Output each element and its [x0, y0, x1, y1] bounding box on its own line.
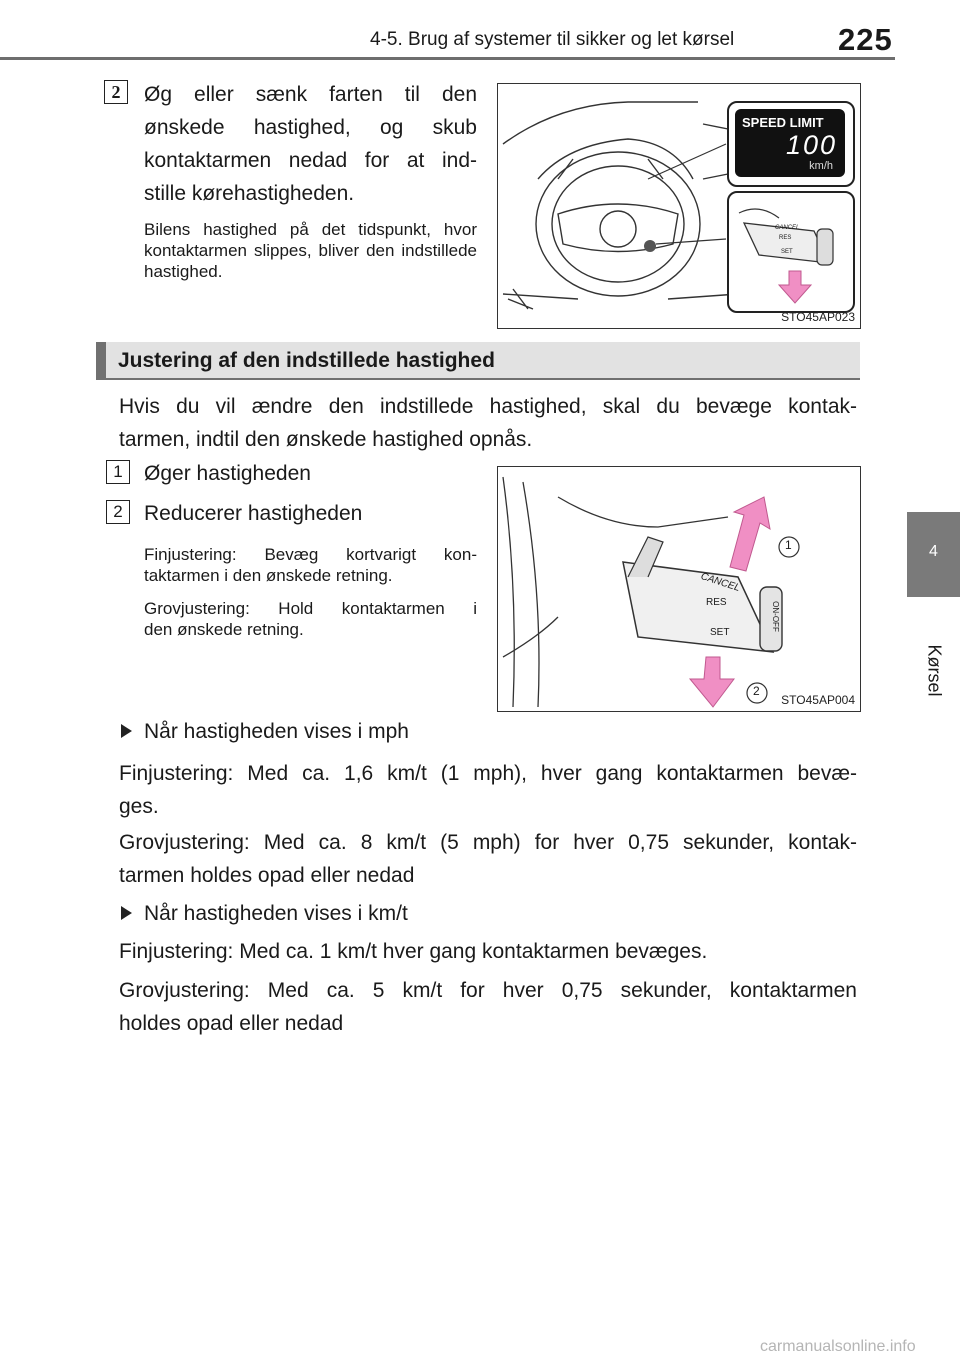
step-badge-2: 2: [104, 80, 128, 104]
figure-speed-limit: [497, 83, 861, 329]
triangle-bullet-icon: [121, 906, 132, 920]
kmh-coarse-adjust: Grovjustering: Med ca. 5 km/t for hver 0,75 sekunder, kontaktarmen holdes opad eller nedad: [119, 979, 857, 1035]
item-decrease-speed: Reducerer hastigheden: [144, 502, 363, 525]
callout-2: 2: [753, 684, 760, 698]
mph-heading: Når hastigheden vises i mph: [144, 720, 409, 743]
note-coarse-adjust: Grovjustering: Hold kontaktarmen i den ønskede retning.: [144, 599, 477, 639]
lever1-set: SET: [781, 249, 793, 255]
item-badge-1: 1: [106, 460, 130, 484]
mph-fine-adjust: Finjustering: Med ca. 1,6 km/t (1 mph), hver gang kontaktarmen bevæ- ges.: [119, 762, 857, 818]
chapter-label: Kørsel: [924, 644, 945, 697]
step2-instruction: Øg eller sænk farten til den ønskede hastighed, og skub kontaktarmen nedad for at ind- stille kørehastigheden.: [144, 83, 477, 205]
chapter-tab[interactable]: [907, 512, 960, 597]
lever-callout: [727, 191, 855, 313]
note-fine-adjust: Finjustering: Bevæg kortvarigt kon- taktarmen i den ønskede retning.: [144, 545, 477, 585]
speed-limit-display: [735, 109, 845, 177]
chapter-number: 4: [929, 543, 938, 560]
lever2-onoff: ON-OFF: [770, 601, 780, 632]
triangle-bullet-icon: [121, 724, 132, 738]
header-rule: [0, 57, 895, 60]
section-heading: Justering af den indstillede hastighed: [96, 342, 860, 380]
display-unit: km/h: [809, 160, 833, 172]
lever2-cancel: CANCEL: [699, 570, 742, 595]
kmh-fine-adjust: Finjustering: Med ca. 1 km/t hver gang kontaktarmen bevæges.: [119, 940, 708, 963]
item-badge-2: 2: [106, 500, 130, 524]
lever2-set: SET: [710, 627, 730, 638]
mph-coarse-adjust: Grovjustering: Med ca. 8 km/t (5 mph) for hver 0,75 sekunder, kontak- tarmen holdes opad eller nedad: [119, 831, 857, 887]
intro-paragraph: Hvis du vil ændre den indstillede hastighed, skal du bevæge kontak- tarmen, indtil den ønskede hastighed opnås.: [119, 395, 857, 451]
lever1-cancel: CANCEL: [775, 225, 800, 231]
figure-lever-adjust: [497, 466, 861, 712]
callout-1: 1: [785, 538, 792, 552]
speed-limit-callout: [727, 101, 855, 187]
watermark: carmanualsonline.info: [760, 1338, 916, 1355]
display-value: 100: [785, 130, 837, 160]
header-section-title: 4-5. Brug af systemer til sikker og let kørsel: [370, 29, 735, 50]
lever1-res: RES: [779, 235, 792, 241]
lever-adjust-illustration: [498, 467, 859, 710]
figure2-code: STO45AP004: [781, 693, 855, 707]
display-title: SPEED LIMIT: [742, 115, 824, 130]
item-increase-speed: Øger hastigheden: [144, 462, 311, 485]
figure1-code: STO45AP023: [781, 310, 855, 324]
step2-note: Bilens hastighed på det tidspunkt, hvor kontaktarmen slippes, bliver den indstillede hastighed.: [144, 220, 477, 281]
page-number: 225: [838, 22, 893, 57]
lever2-res: RES: [706, 597, 727, 608]
kmh-heading: Når hastigheden vises i km/t: [144, 902, 408, 925]
